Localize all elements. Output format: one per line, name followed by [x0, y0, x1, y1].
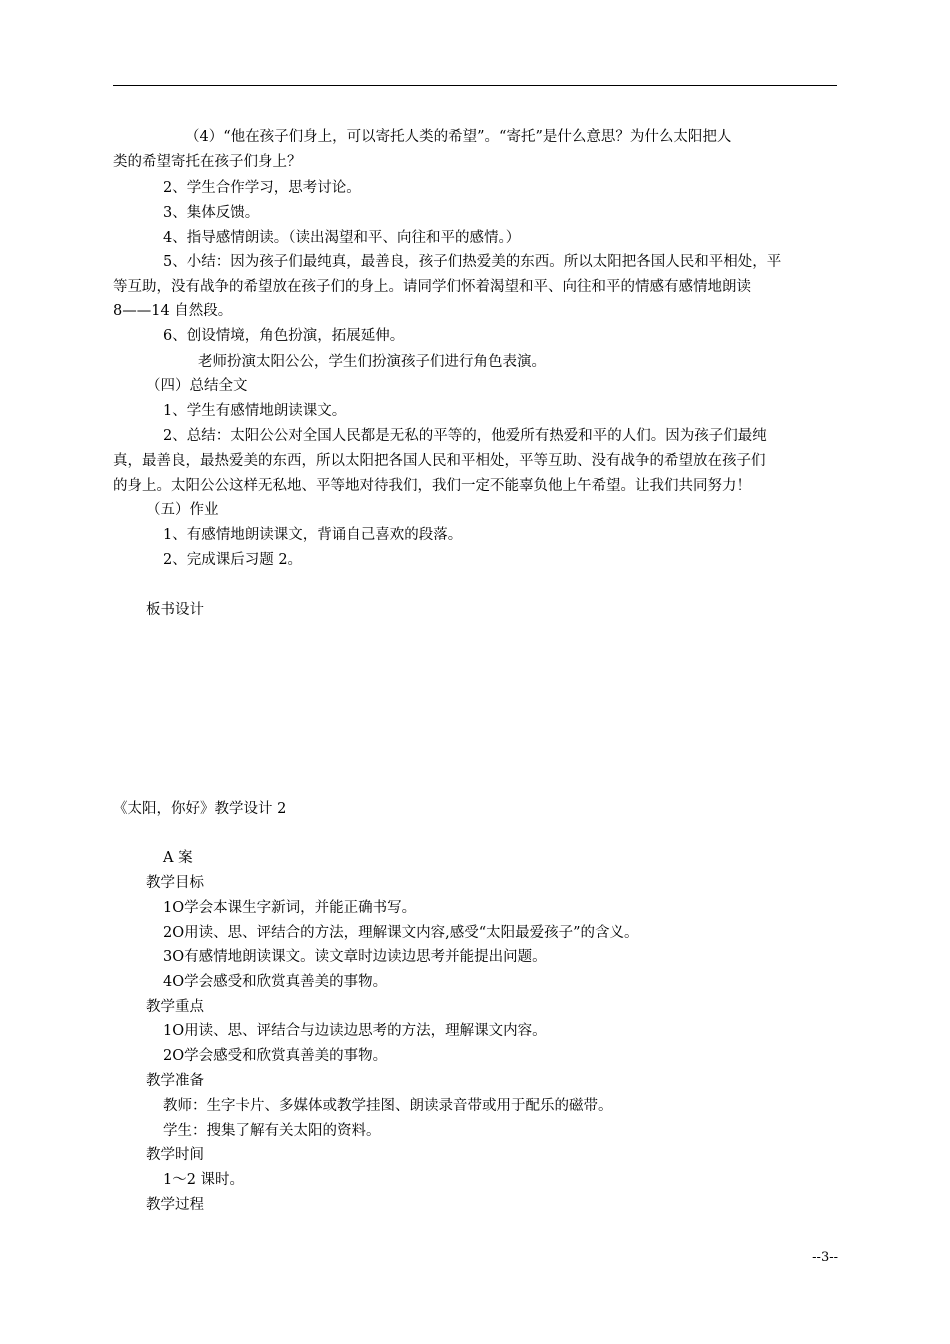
text-line: 3、集体反馈。 [163, 205, 260, 221]
section-heading: 教学目标 [146, 875, 204, 891]
text-line: 3O有感情地朗读课文。读文章时边读边思考并能提出问题。 [163, 949, 547, 965]
page-number: --3-- [812, 1250, 838, 1265]
text-line: 4O学会感受和欣赏真善美的事物。 [163, 974, 388, 990]
text-line: 5、小结：因为孩子们最纯真，最善良，孩子们热爱美的东西。所以太阳把各国人民和平相处，平 [163, 254, 782, 270]
document-title: 《太阳，你好》教学设计 2 [113, 801, 287, 817]
text-line: 8——14 自然段。 [113, 303, 233, 319]
section-heading: 教学重点 [146, 999, 204, 1015]
text-line: 4、指导感情朗读。（读出渴望和平、向往和平的感情。） [163, 230, 521, 246]
text-line: 1～2 课时。 [163, 1172, 245, 1188]
text-line: 2O用读、思、评结合的方法，理解课文内容,感受“太阳最爱孩子”的含义。 [163, 925, 639, 941]
section-heading: （五）作业 [146, 502, 219, 518]
section-heading: （四）总结全文 [146, 378, 248, 394]
text-line: 类的希望寄托在孩子们身上？ [113, 154, 302, 170]
section-heading: 板书设计 [146, 602, 204, 618]
text-line: 2、学生合作学习，思考讨论。 [163, 180, 361, 196]
text-line: 老师扮演太阳公公，学生们扮演孩子们进行角色表演。 [198, 354, 546, 370]
text-line: 1、有感情地朗读课文，背诵自己喜欢的段落。 [163, 527, 463, 543]
text-line: A 案 [163, 850, 193, 866]
text-line: 2、总结：太阳公公对全国人民都是无私的平等的，他爱所有热爱和平的人们。因为孩子们最纯 [163, 428, 767, 444]
text-line: 学生：搜集了解有关太阳的资料。 [163, 1123, 381, 1139]
text-line: 真，最善良，最热爱美的东西，所以太阳把各国人民和平相处，平等互助、没有战争的希望放在孩子们 [113, 453, 766, 469]
text-line: 教师：生字卡片、多媒体或教学挂图、朗读录音带或用于配乐的磁带。 [163, 1098, 613, 1114]
text-line: 等互助，没有战争的希望放在孩子们的身上。请同学们怀着渴望和平、向往和平的情感有感情地朗读 [113, 279, 751, 295]
header-rule [113, 85, 837, 86]
text-line: 2O学会感受和欣赏真善美的事物。 [163, 1048, 388, 1064]
text-line: 1、学生有感情地朗读课文。 [163, 403, 347, 419]
section-heading: 教学过程 [146, 1197, 204, 1213]
text-line: 1O用读、思、评结合与边读边思考的方法，理解课文内容。 [163, 1023, 547, 1039]
text-line: 1O学会本课生字新词，并能正确书写。 [163, 900, 417, 916]
section-heading: 教学时间 [146, 1147, 204, 1163]
text-line: （4）“他在孩子们身上，可以寄托人类的希望”。“寄托”是什么意思？为什么太阳把人 [185, 129, 732, 145]
section-heading: 教学准备 [146, 1073, 204, 1089]
text-line: 2、完成课后习题 2。 [163, 552, 303, 568]
text-line: 的身上。太阳公公这样无私地、平等地对待我们，我们一定不能辜负他上午希望。让我们共同努力！ [113, 478, 751, 494]
text-line: 6、创设情境，角色扮演，拓展延伸。 [163, 328, 405, 344]
